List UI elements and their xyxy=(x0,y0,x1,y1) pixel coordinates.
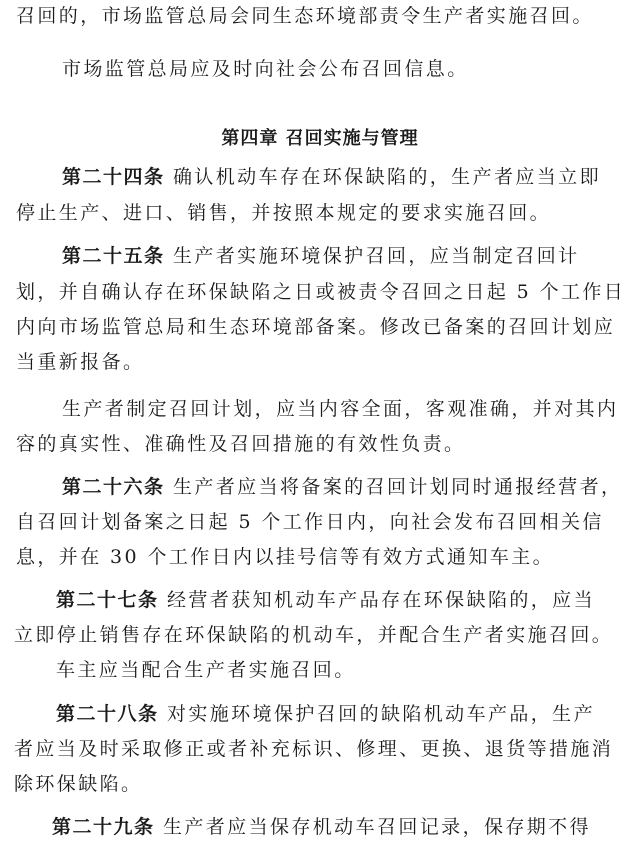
article-25-text-1: 生产者实施环境保护召回，应当制定召回计 xyxy=(172,245,580,267)
article-24-line-1 xyxy=(62,165,601,189)
article-24-text-1: 确认机动车存在环保缺陷的，生产者应当立即 xyxy=(172,166,601,188)
article-28-line-1 xyxy=(56,702,595,726)
article-29-number: 第二十九条 xyxy=(52,816,155,838)
article-29-line-1 xyxy=(52,815,591,839)
article-28-text-1: 对实施环境保护召回的缺陷机动车产品，生产 xyxy=(166,703,595,725)
article-25-line-3: 内向市场监管总局和生态环境部备案。修改已备案的召回计划应 xyxy=(16,316,616,338)
continuation-line-2: 市场监管总局应及时向社会公布召回信息。 xyxy=(62,58,469,80)
article-27-para2-line-1: 车主应当配合生产者实施召回。 xyxy=(56,659,356,681)
article-24-number: 第二十四条 xyxy=(62,166,165,188)
article-27-line-1 xyxy=(56,588,595,612)
article-26-line-3: 息，并在 30 个工作日内以挂号信等有效方式通知车主。 xyxy=(16,546,555,568)
article-25-para2-line-1: 生产者制定召回计划，应当内容全面，客观准确，并对其内 xyxy=(62,398,619,420)
article-27-line-2: 立即停止销售存在环保缺陷的机动车，并配合生产者实施召回。 xyxy=(14,624,614,646)
article-26-line-1 xyxy=(62,475,622,499)
article-27-text-1: 经营者获知机动车产品存在环保缺陷的，应当 xyxy=(166,589,595,611)
article-25-para2-line-2: 容的真实性、准确性及召回措施的有效性负责。 xyxy=(16,433,466,455)
article-24-line-2: 停止生产、进口、销售，并按照本规定的要求实施召回。 xyxy=(16,202,552,224)
article-25-number: 第二十五条 xyxy=(62,245,165,267)
article-28-line-3: 除环保缺陷。 xyxy=(14,773,143,795)
article-25-line-2: 划，并自确认存在环保缺陷之日或被责令召回之日起 5 个工作日 xyxy=(16,281,626,303)
article-27-number: 第二十七条 xyxy=(56,589,159,611)
article-26-line-2: 自召回计划备案之日起 5 个工作日内，向社会发布召回相关信 xyxy=(16,511,604,533)
article-28-line-2: 者应当及时采取修正或者补充标识、修理、更换、退货等措施消 xyxy=(14,738,614,760)
chapter-heading: 第四章 召回实施与管理 xyxy=(221,128,419,149)
article-25-line-1 xyxy=(62,244,580,268)
article-29-text-1: 生产者应当保存机动车召回记录，保存期不得 xyxy=(162,816,591,838)
article-26-text-1: 生产者应当将备案的召回计划同时通报经营者， xyxy=(172,476,623,498)
continuation-line-1: 召回的，市场监管总局会同生态环境部责令生产者实施召回。 xyxy=(16,5,594,27)
article-26-number: 第二十六条 xyxy=(62,476,165,498)
article-25-line-4: 当重新报备。 xyxy=(16,351,145,373)
article-28-number: 第二十八条 xyxy=(56,703,159,725)
